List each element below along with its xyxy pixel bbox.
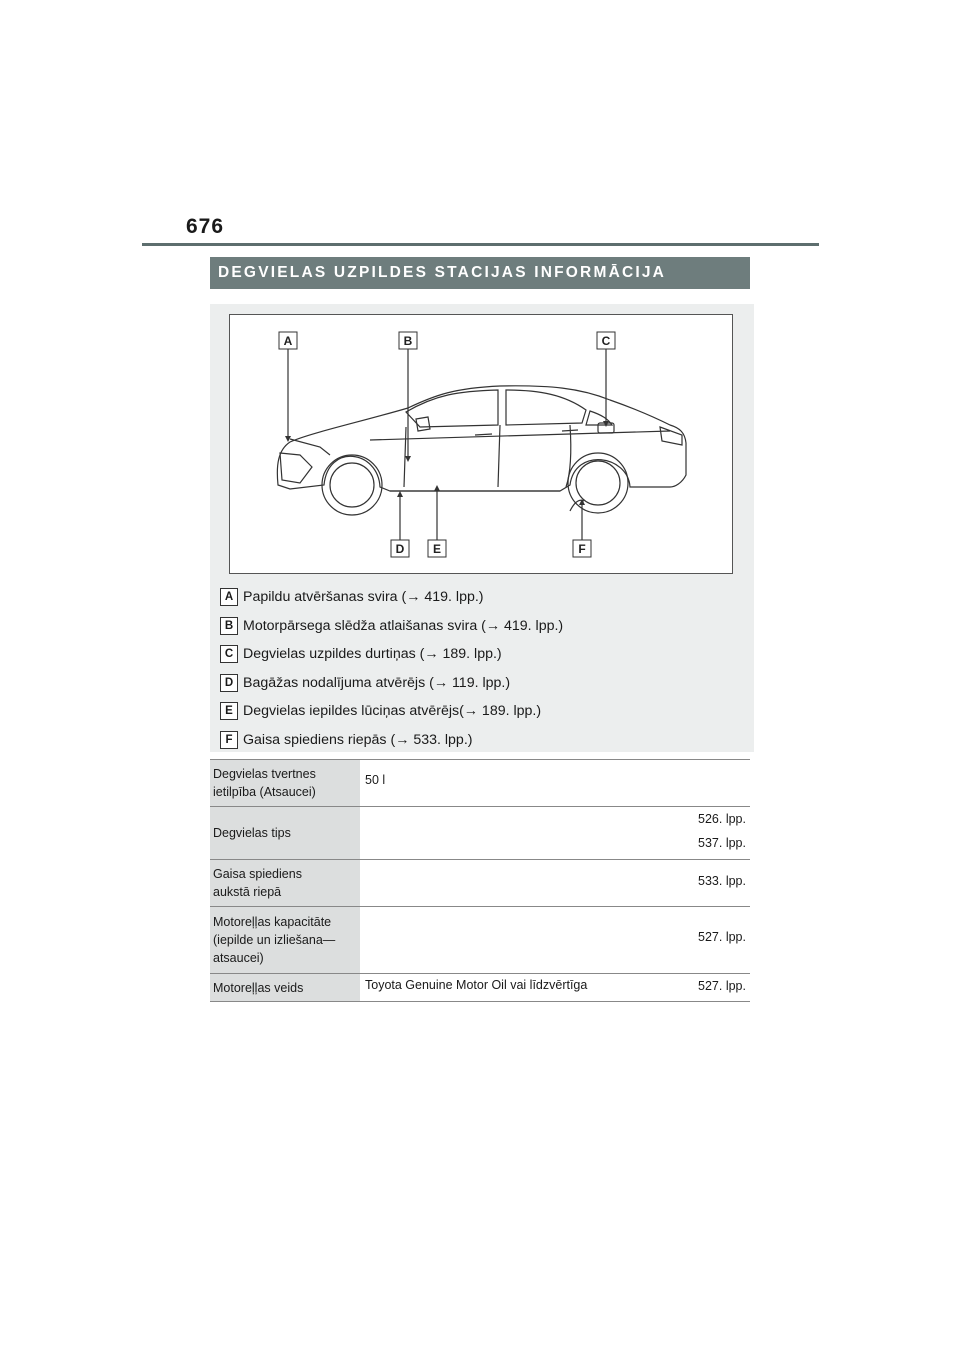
legend-item bbox=[220, 726, 740, 755]
fig-label-e: E bbox=[432, 542, 442, 556]
legend-item bbox=[220, 669, 740, 698]
legend-text: Gaisa spiediens riepās (→ 533. lpp.) bbox=[243, 731, 473, 748]
spec-label-line: Motoreļļas veids bbox=[213, 980, 304, 995]
page-ref: 533. lpp. bbox=[698, 874, 746, 888]
table-row bbox=[210, 760, 750, 807]
page-ref: 526. lpp. bbox=[698, 812, 746, 826]
legend-letter: B bbox=[220, 617, 238, 635]
fig-label-d: D bbox=[395, 542, 405, 556]
fig-label-b: B bbox=[403, 334, 413, 348]
car-figure bbox=[229, 314, 733, 574]
page-ref: 527. lpp. bbox=[698, 979, 746, 993]
legend-item bbox=[220, 612, 740, 641]
legend-text: Degvielas uzpildes durtiņas (→ 189. lpp.) bbox=[243, 646, 502, 663]
fig-label-f: F bbox=[578, 542, 586, 556]
spec-value bbox=[360, 860, 750, 906]
spec-table bbox=[210, 759, 750, 1002]
header-rule bbox=[142, 243, 819, 246]
legend-text: Bagāžas nodalījuma atvērējs (→ 119. lpp.) bbox=[243, 674, 511, 691]
spec-label bbox=[210, 974, 360, 1001]
spec-label-line: atsaucei) bbox=[213, 951, 264, 965]
spec-label-line: (iepilde un izliešana— bbox=[213, 933, 336, 947]
spec-label bbox=[210, 807, 360, 859]
table-row bbox=[210, 974, 750, 1002]
spec-label-line: Degvielas tips bbox=[213, 826, 291, 840]
table-row bbox=[210, 860, 750, 907]
legend-item bbox=[220, 640, 740, 669]
table-row bbox=[210, 807, 750, 860]
legend-letter: F bbox=[220, 731, 238, 749]
fig-label-c: C bbox=[601, 334, 611, 348]
spec-label bbox=[210, 760, 360, 806]
fig-label-a: A bbox=[283, 334, 293, 348]
page-ref: 537. lpp. bbox=[698, 836, 746, 850]
spec-label-line: ietilpība (Atsaucei) bbox=[213, 785, 316, 799]
legend-text: Motorpārsega slēdža atlaišanas svira (→ 419. lpp.) bbox=[243, 617, 564, 634]
section-title: DEGVIELAS UZPILDES STACIJAS INFORMĀCIJA bbox=[210, 257, 750, 289]
legend-letter: D bbox=[220, 674, 238, 692]
car-illustration bbox=[230, 315, 732, 573]
legend-item bbox=[220, 697, 740, 726]
spec-value bbox=[360, 807, 750, 859]
spec-value bbox=[360, 907, 750, 973]
page-number: 676 bbox=[186, 215, 225, 238]
spec-value-text: Toyota Genuine Motor Oil vai līdzvērtīga bbox=[365, 978, 588, 992]
spec-label-line: Gaisa spiediens bbox=[213, 867, 302, 881]
spec-label-line: Degvielas tvertnes bbox=[213, 767, 316, 781]
spec-label-line: Motoreļļas kapacitāte bbox=[213, 915, 332, 929]
legend-item bbox=[220, 583, 740, 612]
legend-text: Degvielas iepildes lūciņas atvērējs(→ 189. lpp.) bbox=[243, 703, 542, 720]
legend-letter: E bbox=[220, 702, 238, 720]
legend-letter: A bbox=[220, 588, 238, 606]
spec-value: 50 l bbox=[365, 773, 386, 787]
table-row bbox=[210, 907, 750, 974]
spec-label-line: aukstā riepā bbox=[213, 885, 282, 899]
spec-value bbox=[360, 974, 750, 1001]
spec-label bbox=[210, 860, 360, 906]
legend-text: Papildu atvēršanas svira (→ 419. lpp.) bbox=[243, 589, 484, 606]
spec-label bbox=[210, 907, 360, 973]
legend-list bbox=[220, 583, 740, 754]
legend-letter: C bbox=[220, 645, 238, 663]
page-ref: 527. lpp. bbox=[698, 930, 746, 944]
